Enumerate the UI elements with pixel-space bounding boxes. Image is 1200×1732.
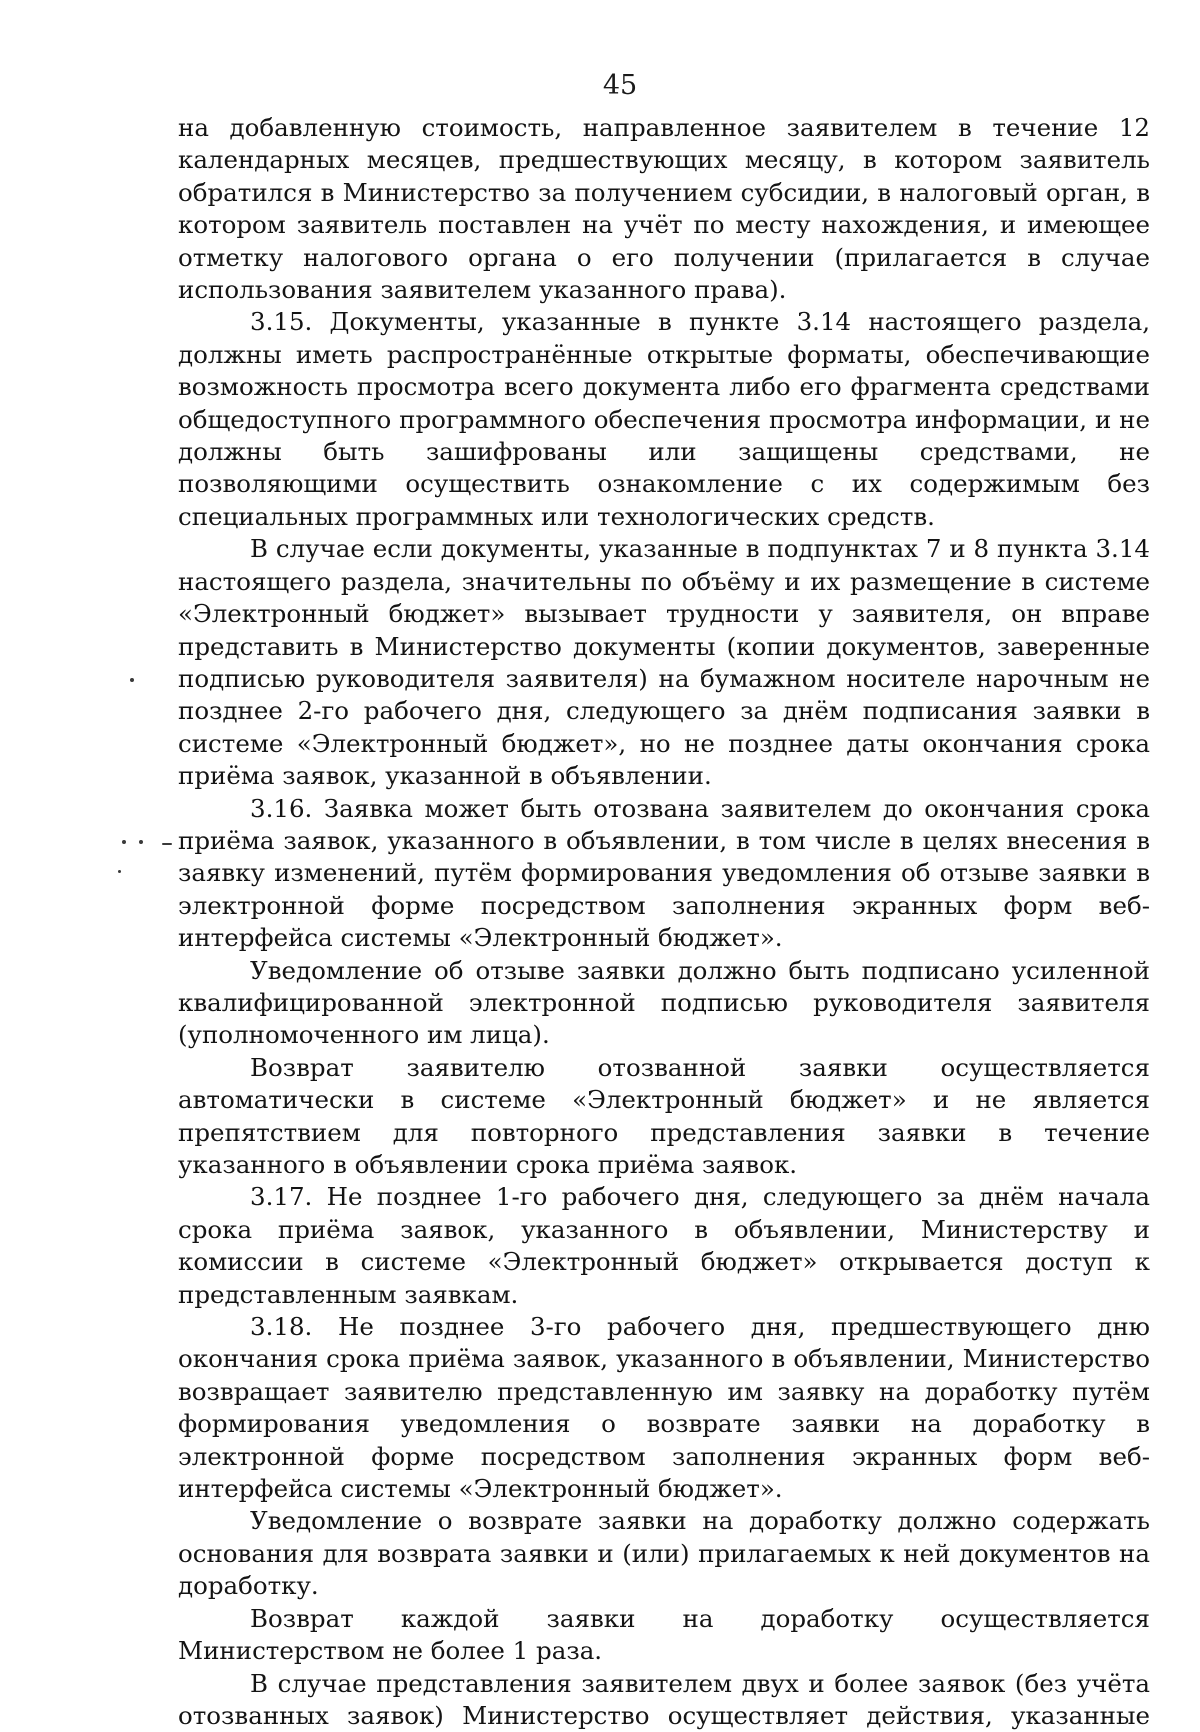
paragraph-paper-documents: В случае если документы, указанные в подпунктах 7 и 8 пункта 3.14 настоящего раздела, значительны по объёму и их размещение в системе «Электронный бюджет» вызывает трудности у заявителя, он вправе представить в Министерство документы (копии документов, заверенные подписью руководителя заявителя) на бумажном носителе нарочным не позднее 2-го рабочего дня, следующего за днём подписания заявки в системе «Электронный бюджет», но не позднее даты окончания срока приёма заявок, указанной в объявлении. xyxy=(178,533,1150,792)
scan-speck xyxy=(118,870,121,873)
scan-speck xyxy=(162,843,172,845)
paragraph-withdrawal-notice: Уведомление об отзыве заявки должно быть подписано усиленной квалифицированной электронной подписью руководителя заявителя (уполномоченного им лица). xyxy=(178,955,1150,1052)
paragraph-withdrawal-return: Возврат заявителю отозванной заявки осуществляется автоматически в системе «Электронный бюджет» и не является препятствием для повторного представления заявки в течение указанного в объявлении срока приёма заявок. xyxy=(178,1052,1150,1182)
document-body xyxy=(178,112,1150,1732)
paragraph-3-16: 3.16. Заявка может быть отозвана заявителем до окончания срока приёма заявок, указанного в объявлении, в том числе в целях внесения в заявку изменений, путём формирования уведомления об отзыве заявки в электронной форме посредством заполнения экранных форм веб-интерфейса системы «Электронный бюджет». xyxy=(178,793,1150,955)
paragraph-multiple-applications: В случае представления заявителем двух и более заявок (без учёта отозванных заявок) Министерство осуществляет действия, указанные xyxy=(178,1668,1150,1732)
paragraph-revision-limit: Возврат каждой заявки на доработку осуществляется Министерством не более 1 раза. xyxy=(178,1603,1150,1668)
paragraph-revision-notice: Уведомление о возврате заявки на доработку должно содержать основания для возврата заявки и (или) прилагаемых к ней документов на доработку. xyxy=(178,1505,1150,1602)
paragraph-continuation: на добавленную стоимость, направленное заявителем в течение 12 календарных месяцев, предшествующих месяцу, в котором заявитель обратился в Министерство за получением субсидии, в налоговый орган, в котором заявитель поставлен на учёт по месту нахождения, и имеющее отметку налогового органа о его получении (прилагается в случае использования заявителем указанного права). xyxy=(178,112,1150,306)
paragraph-3-17: 3.17. Не позднее 1-го рабочего дня, следующего за днём начала срока приёма заявок, указанного в объявлении, Министерству и комиссии в системе «Электронный бюджет» открывается доступ к представленным заявкам. xyxy=(178,1181,1150,1311)
page-number: 45 xyxy=(0,70,1200,101)
scan-speck xyxy=(130,678,134,682)
paragraph-3-18: 3.18. Не позднее 3-го рабочего дня, предшествующего дню окончания срока приёма заявок, указанного в объявлении, Министерство возвращает заявителю представленную им заявку на доработку путём формирования уведомления о возврате заявки на доработку в электронной форме посредством заполнения экранных форм веб-интерфейса системы «Электронный бюджет». xyxy=(178,1311,1150,1505)
scan-speck xyxy=(139,840,143,844)
paragraph-3-15: 3.15. Документы, указанные в пункте 3.14 настоящего раздела, должны иметь распространённые открытые форматы, обеспечивающие возможность просмотра всего документа либо его фрагмента средствами общедоступного программного обеспечения просмотра информации, и не должны быть зашифрованы или защищены средствами, не позволяющими осуществить ознакомление с их содержимым без специальных программных или технологических средств. xyxy=(178,306,1150,533)
scan-speck xyxy=(122,840,126,844)
